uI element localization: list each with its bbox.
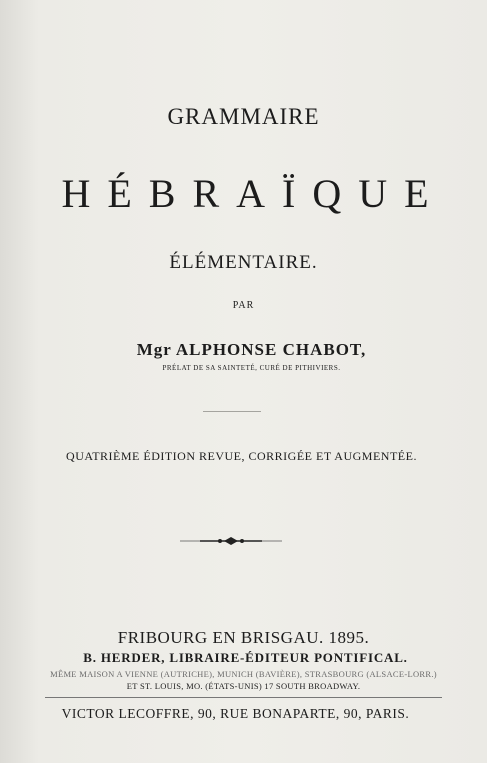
ornament-divider-icon xyxy=(180,534,282,548)
short-divider xyxy=(203,411,261,412)
title-elementaire: ÉLÉMENTAIRE. xyxy=(169,252,318,273)
title-hebraique: HÉBRAÏQUE xyxy=(61,171,446,216)
place-year: FRIBOURG EN BRISGAU. 1895. xyxy=(117,628,370,647)
edition-note: QUATRIÈME ÉDITION REVUE, CORRIGÉE ET AUGMENTÉE. xyxy=(66,449,417,463)
branches-line-2: ET ST. LOUIS, MO. (ÉTATS-UNIS) 17 SOUTH BROADWAY. xyxy=(126,681,361,691)
by-line: PAR xyxy=(232,300,255,311)
title-grammaire: GRAMMAIRE xyxy=(167,104,320,129)
bottom-divider xyxy=(45,697,442,698)
author-name: Mgr ALPHONSE CHABOT, xyxy=(136,340,367,359)
author-title: PRÉLAT DE SA SAINTETÉ, CURÉ DE PITHIVIERS. xyxy=(162,364,341,372)
publisher: B. HERDER, LIBRAIRE-ÉDITEUR PONTIFICAL. xyxy=(83,650,408,665)
distributor: VICTOR LECOFFRE, 90, RUE BONAPARTE, 90, PARIS. xyxy=(61,706,410,721)
branches-line-1: MÊME MAISON A VIENNE (AUTRICHE), MUNICH (BAVIÈRE), STRASBOURG (ALSACE-LORR.) xyxy=(50,669,437,679)
